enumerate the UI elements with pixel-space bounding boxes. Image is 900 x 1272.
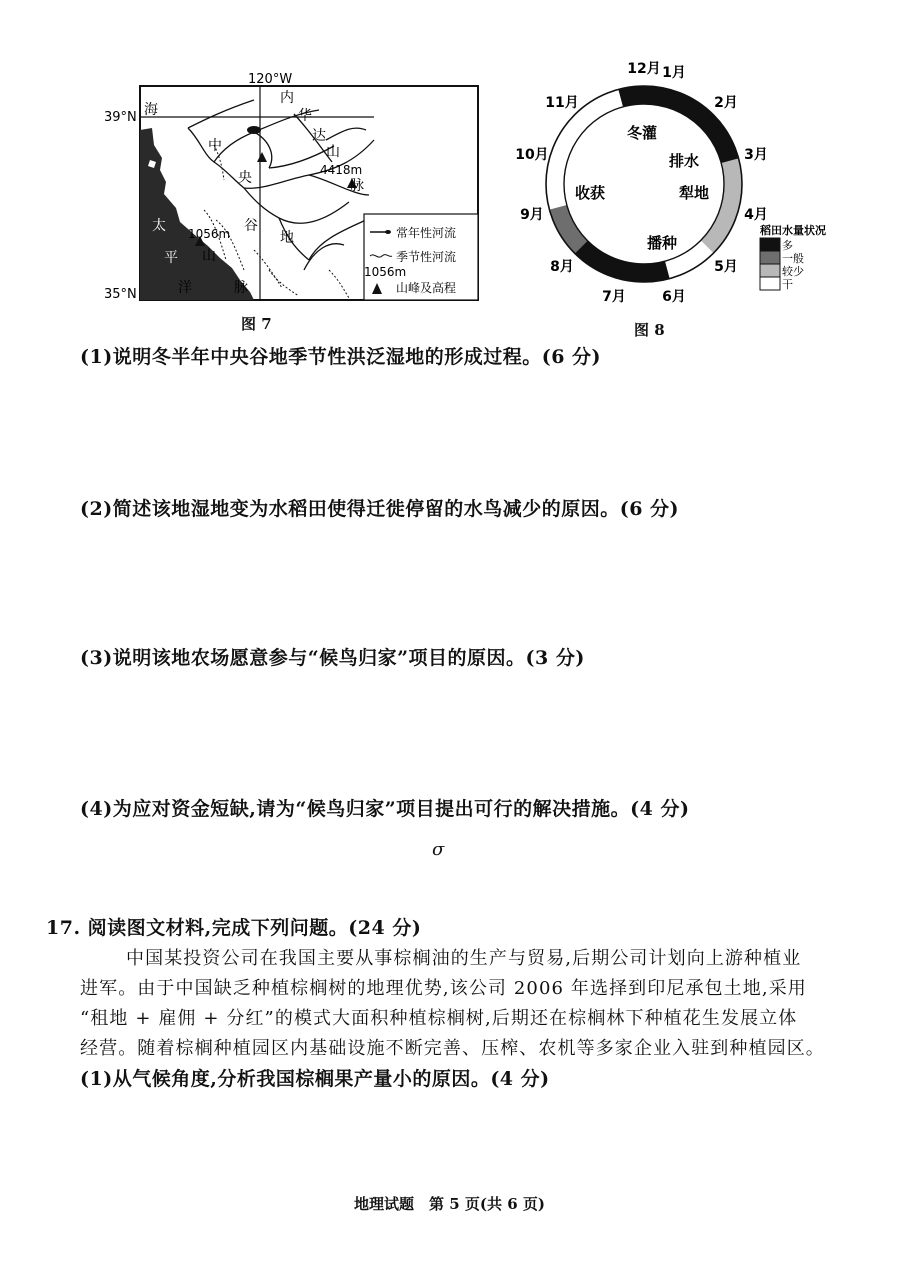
month-label-9: 9月 [520,207,544,224]
month-label-11: 11月 [545,94,579,111]
q17-part1: (1)从气候角度,分析我国棕榈果产量小的原因。(4 分) [80,1068,550,1090]
q17-material-line1: 中国某投资公司在我国主要从事棕榈油的生产与贸易,后期公司计划向上游种植业 [126,948,802,969]
fig8-legend-label-1: 多 [782,239,793,252]
q17-material-line4: 经营。随着棕榈种植园区内基础设施不断完善、压榨、农机等多家企业入驻到种植园区。 [80,1038,825,1059]
month-label-7: 7月 [602,289,626,306]
legend-peak-value: 1056m [364,265,407,279]
month-label-3: 3月 [744,146,768,163]
activity-sowing: 播种 [646,234,678,252]
activity-winter-irrigation: 冬灌 [626,124,658,142]
q16-part1: (1)说明冬半年中央谷地季节性洪泛湿地的形成过程。(6 分) [80,346,602,368]
fig8-legend-label-2: 一般 [782,252,804,265]
month-label-5: 5月 [714,259,738,276]
fig8-legend-swatch-2 [760,251,780,264]
svg-text:山: 山 [326,144,340,160]
q17-material-line2: 进军。由于中国缺乏种植棕榈树的地理优势,该公司 2006 年选择到印尼承包土地,采用 [80,978,807,999]
activity-drainage: 排水 [668,152,700,170]
q16-part3: (3)说明该地农场愿意参与“候鸟归家”项目的原因。(3 分) [80,647,585,669]
svg-text:内: 内 [280,90,294,106]
fig8-legend-swatch-4 [760,277,780,290]
svg-text:山: 山 [202,248,216,264]
svg-text:脉: 脉 [234,280,248,296]
fig8-legend-swatch-1 [760,238,780,251]
activity-harvest: 收获 [574,184,606,202]
svg-text:1056m: 1056m [188,227,231,241]
lon-label: 120°W [248,72,293,87]
month-label-8: 8月 [550,259,574,276]
fig8-legend-label-4: 干 [782,278,793,291]
q16-part4: (4)为应对资金短缺,请为“候鸟归家”项目提出可行的解决措施。(4 分) [80,798,690,820]
activity-plowing: 犁地 [678,184,710,202]
svg-text:平: 平 [164,250,178,266]
svg-text:脉: 脉 [350,178,364,194]
svg-text:海: 海 [144,102,158,118]
svg-text:太: 太 [152,218,166,234]
svg-text:4418m: 4418m [320,163,363,177]
month-label-12: 12月 [627,61,661,77]
legend-perennial-river: 常年性河流 [396,226,457,240]
month-label-2: 2月 [714,94,738,111]
q17-heading: 17. 阅读图文材料,完成下列问题。(24 分) [46,917,422,939]
month-label-6: 6月 [662,289,686,306]
legend-seasonal-river: 季节性河流 [396,250,457,264]
lat-top-label: 39°N [104,110,137,125]
stray-mark: σ [432,839,445,860]
svg-text:洋: 洋 [178,280,192,296]
fig8-legend-title: 稻田水量状况 [760,224,826,237]
svg-text:央: 央 [238,170,252,186]
lat-bottom-label: 35°N [104,287,137,302]
figure8-caption: 图 8 [634,321,665,339]
figure7-map [104,70,484,310]
svg-text:岸: 岸 [164,182,178,198]
svg-text:谷: 谷 [244,218,258,234]
svg-text:地: 地 [280,230,294,246]
fig8-legend-label-3: 较少 [782,265,804,278]
q16-part2: (2)简述该地湿地变为水稻田使得迁徙停留的水鸟减少的原因。(6 分) [80,498,680,520]
figure8-ring-chart [506,61,836,312]
month-label-4: 4月 [744,207,768,224]
fig8-legend-swatch-3 [760,264,780,277]
q17-material-line3: “租地 + 雇佣 + 分红”的模式大面积种植棕榈树,后期还在棕榈林下种植花生发展立体 [80,1008,798,1029]
svg-text:中: 中 [208,138,222,154]
svg-text:华: 华 [298,108,312,124]
month-label-1: 1月 [662,64,686,81]
figure7-caption: 图 7 [241,315,272,333]
month-label-10: 10月 [515,146,549,163]
svg-text:达: 达 [312,128,326,144]
legend-peak-label: 山峰及高程 [396,281,457,295]
page-footer: 地理试题 第 5 页(共 6 页) [354,1195,545,1213]
